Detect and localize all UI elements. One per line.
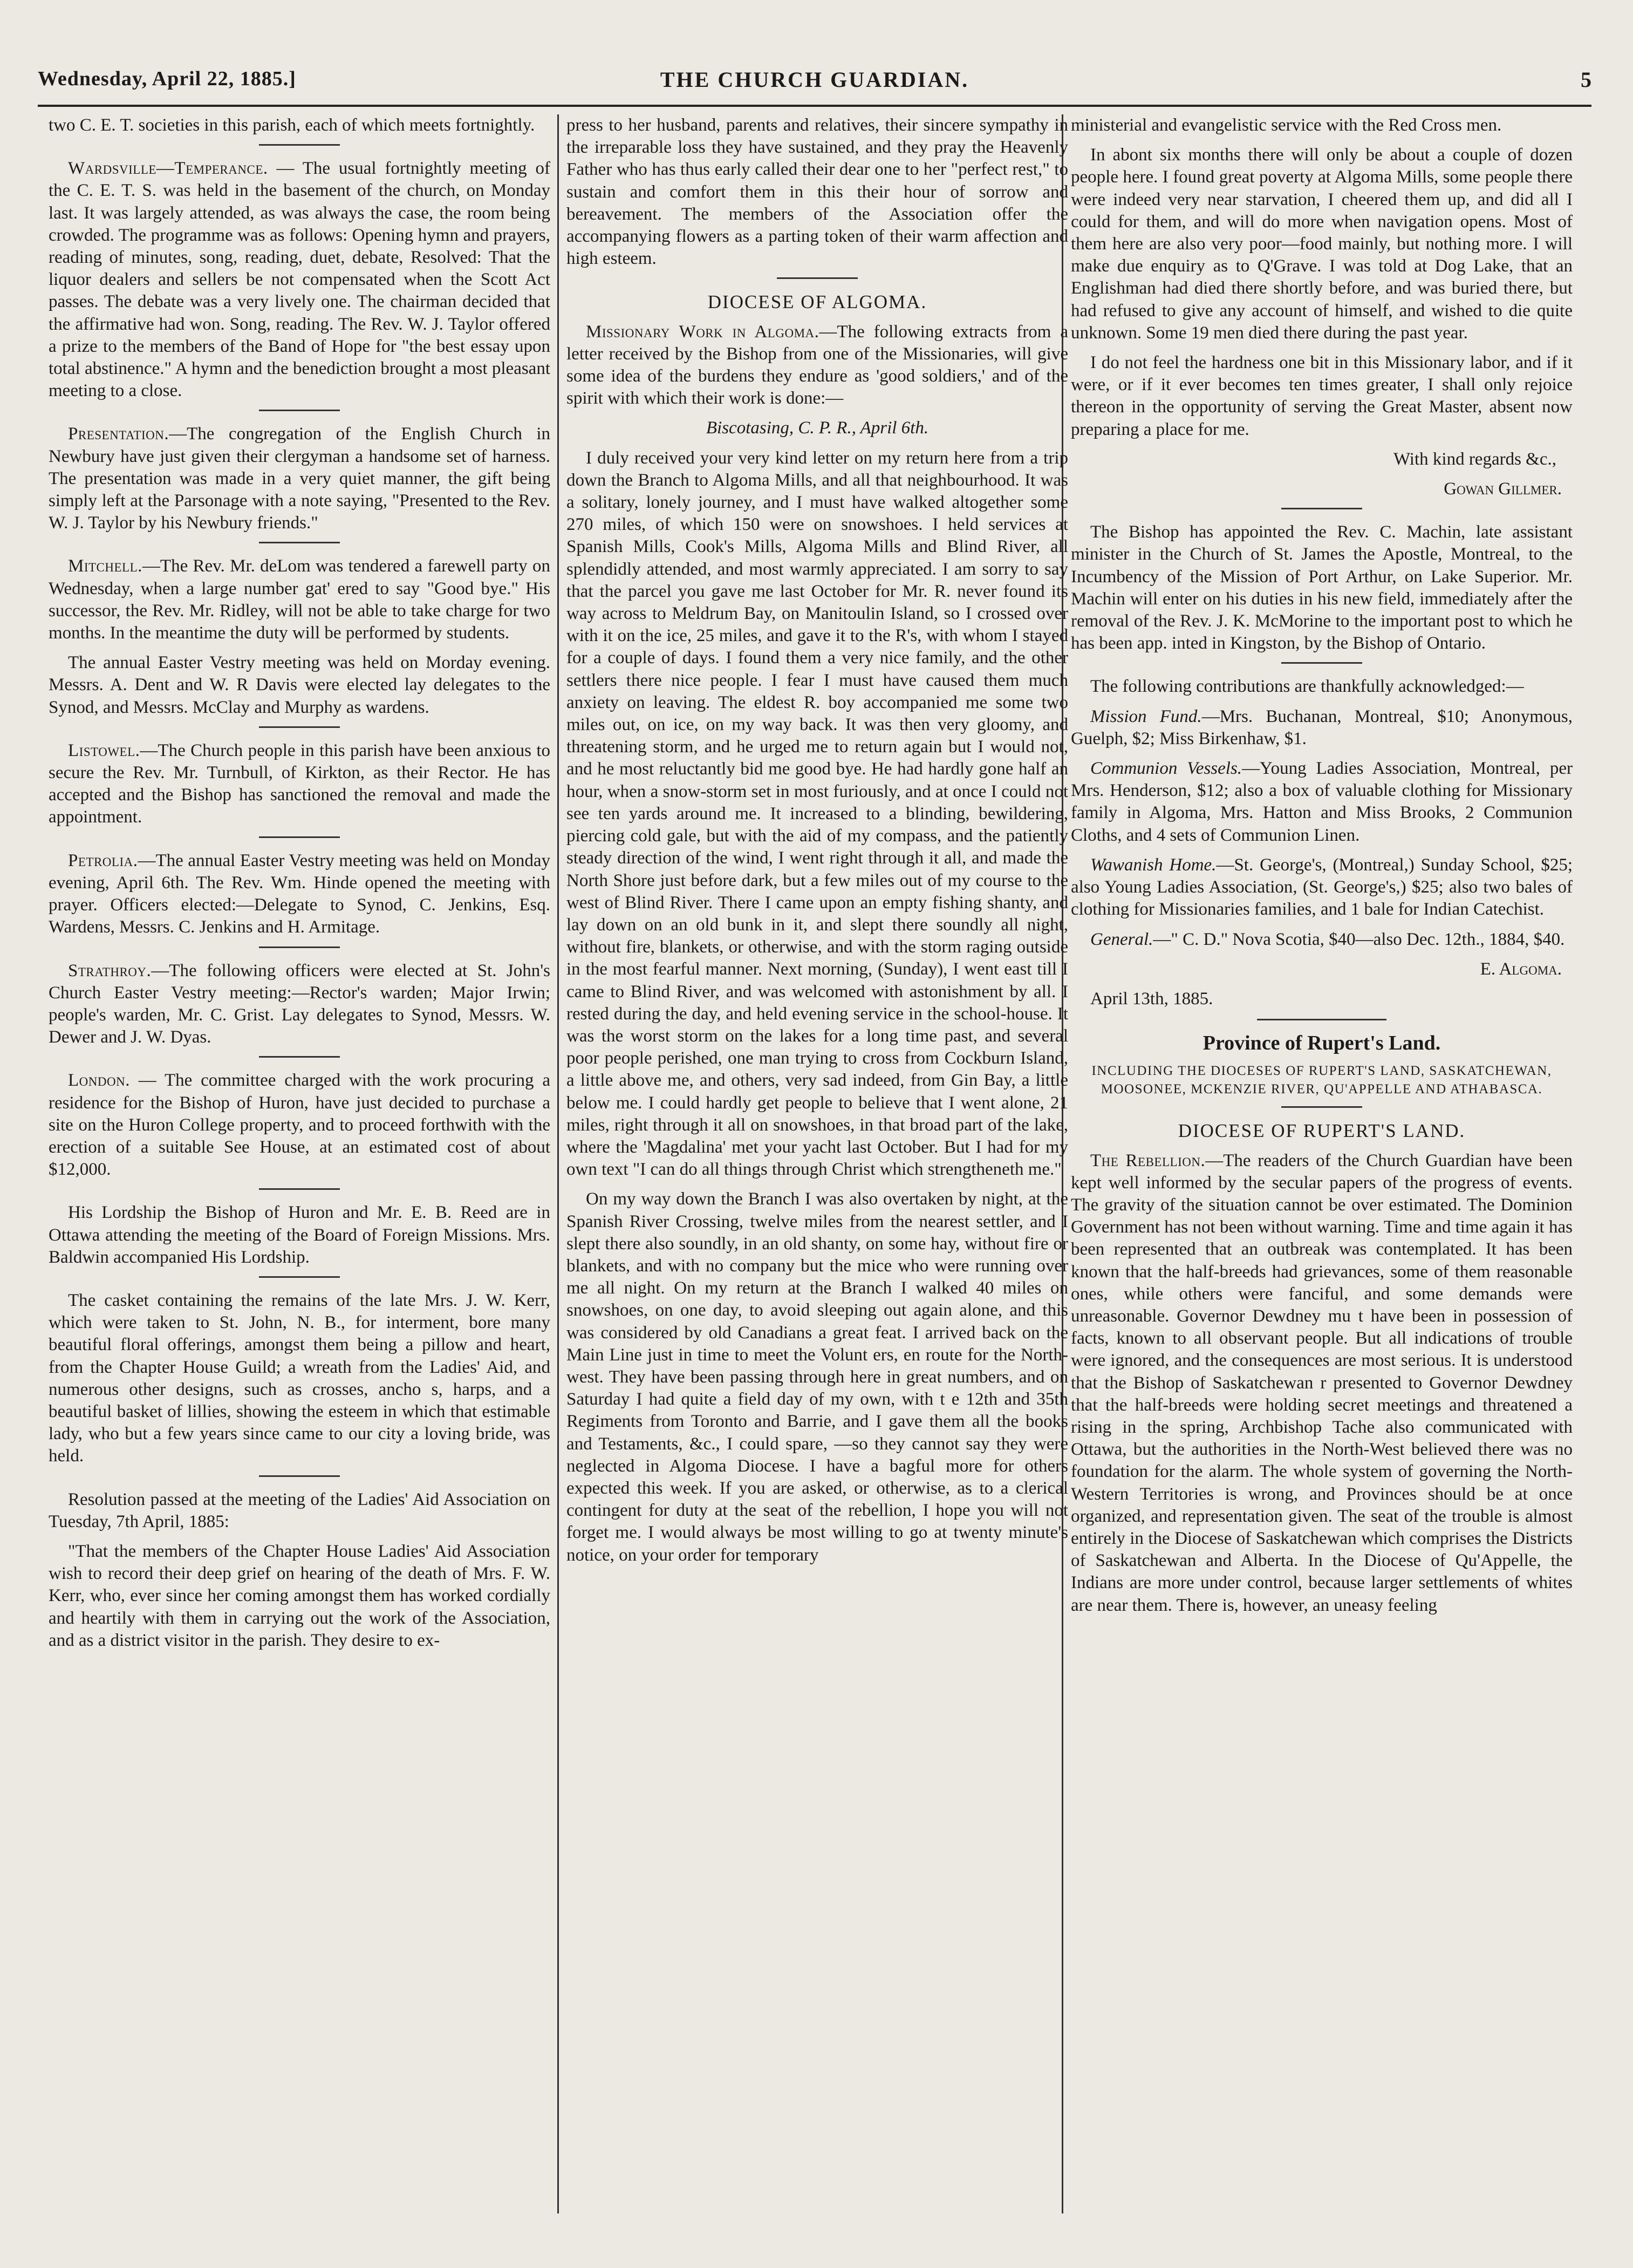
contributions-intro: The following contributions are thankfully acknowledged:— <box>1090 677 1524 697</box>
article-resolution-quote: "That the members of the Chapter House Ladies' Aid Association wish to record their deep grief on hearing of the death of Mrs. F. W. Kerr, who, ever since her coming amongst them has worked cordially and heartily with them in carrying out the work of the Association, and as a district visitor in the parish. They desire to ex- <box>49 1541 550 1650</box>
separator <box>259 726 340 728</box>
contribution-body: —Young Ladies Association, Montreal, per Mrs. Henderson, $12; also a box of valuable clothing for Missionary family in Algoma, Mrs. Hatton and Miss Brooks, 2 Communion Cloths, and 4 sets of Communion Linen. <box>1071 759 1573 845</box>
article-casket: The casket containing the remains of the late Mrs. J. W. Kerr, which were taken to St. John, N. B., for interment, bore many beautiful floral offerings, amongst them being a pillow and heart, from the Chapter House Guild; a wreath from the Ladies' Aid, and numerous other designs, such as crosses, ancho s, harps, and a beautiful basket of lillies, showing the esteem in which that estimable lady, who but a few years since came to our city a loving bride, was held. <box>49 1290 550 1466</box>
section-heading: DIOCESE OF ALGOMA. <box>707 291 927 313</box>
article-body: —The congregation of the English Church in Newbury have just given their clergyman a handsome set of harness. The presentation was made in a very quiet manner, the gift being simply left at the Parsonage with a note saying, "Presented to the Rev. W. J. Taylor by his Newbury friends." <box>49 424 550 533</box>
separator <box>259 144 340 146</box>
contribution-communion <box>1071 758 1573 847</box>
separator <box>259 1475 340 1477</box>
article-body: — The committee charged with the work procuring a residence for the Bishop of Huron, have just decided to purchase a site on the Huron College property, and to proceed forthwith with the erection of a suitable See House, at an estimated cost of about $12,000. <box>49 1071 550 1180</box>
masthead-rule <box>38 105 1591 107</box>
article-missionary <box>566 321 1068 410</box>
separator <box>259 542 340 543</box>
contribution-body: —" C. D." Nova Scotia, $40—also Dec. 12th., 1884, $40. <box>1153 929 1565 949</box>
article-lead: Listowel. <box>68 740 140 760</box>
article-body: —The annual Easter Vestry meeting was held on Monday evening, April 6th. The Rev. Wm. Hinde opened the meeting with prayer. Officers elected:—Delegate to Synod, C. Jenkins, Esq. Wardens, Messrs. C. Jenkins and H. Armitage. <box>49 850 550 937</box>
letter-paragraph: I duly received your very kind letter on my return here from a trip down the Branch to Algoma Mills, and all that neighbourhood. It was a solitary, lonely journey, and I must have walked altogether some 270 miles, of which 150 were on snowshoes. I held services at Spanish Mills, Cook's Mills, Algoma Mills and Blind River, all splendidly attended, and most warmly appreciated. I am sorry to say that the parcel you gave me last October for Mr. R. never found its way across to Meldrum Bay, on Manitoulin Island, so I crossed over with it on the ice, 25 miles, and gave it to the R's, with whom I stayed for a couple of days. I found them a very nice family, and the other settlers there nice people. I fear I must have caused them much anxiety on leaving. The eldest R. boy accompanied me some two miles out, on ice, on my way back. It was then very gloomy, and threatening storm, and he urged me to return again but I would not, and he most reluctantly bid me good bye. He had hardly gone half an hour, when a snow-storm set in most furiously, and at once I could not see ten yards around me. It increased to a blinding, bewildering, piercing cold gale, but with the aid of my compass, and the patiently steady direction of the wind, I went right through it all, and made the North Shore just before dark, but a few miles out of my course to the west of Blind River. There I came upon an empty fishing shanty, and lay down on an old bunk in it, and slept there soundly all night, without fire, blankets, or otherwise, and with the storm raging outside in the most fearful manner. Next morning, (Sunday), I went east till I came to Blind River, and was welcomed with astonishment by all. I rested during the day, and held evening service in the school-house. It was the worst storm on the lakes for a long time past, and several poor people perished, one man trying to cross from Cockburn Island, a little above me, and others, very sad indeed, from Gin Bay, a little below me. I could hardly get people to believe that I went alone, 21 miles, right through it all on snowshoes, in that broad part of the lake, where the 'Magdalina' met your yacht last October. But I had for my own text "I can do all things through Christ which strengtheneth me." <box>566 448 1068 1180</box>
letter-continuation: ministerial and evangelistic service with the Red Cross men. <box>1071 115 1502 135</box>
article-london <box>49 1070 550 1181</box>
article-body: —The following extracts from a letter received by the Bishop from one of the Missionaries, will give some idea of the burdens they endure as 'good soldiers,' and of the spirit with which their work is done:— <box>566 322 1068 408</box>
article-body: —The readers of the Church Guardian have been kept well informed by the secular papers of the progress of events. The gravity of the situation cannot be over estimated. The Dominion Government has not been without warning. Time and time again it has been represented that an outbreak was contemplated. It has been known that the half-breeds had grievances, some of them reasonable ones, while others were fanciful, and some demands were unreasonable. Governor Dewdney mu t have been in possession of facts, known to all observant people. But all indications of trouble were ignored, and the consequences are most serious. It is understood that the Bishop of Saskatchewan r presented to Governor Dewdney that the half-breeds were holding secret meetings and threatened a rising in the spring, Archbishop Tache also communicated with Ottawa, but the authorities in the North-West believed there was no foundation for the alarm. The whole system of governing the North-Western Territories is wrong, and Provinces should be at once organized, and representation given. The seat of the trouble is almost entirely in the Diocese of Saskatchewan which comprises the Districts of Saskatchewan and Alberta. In the Diocese of Qu'Appelle, the Indians are more under control, because larger settlements of whites are near them. There is, however, an uneasy feeling <box>1071 1150 1573 1615</box>
column-1 <box>49 114 550 2219</box>
article-strathroy <box>49 960 550 1049</box>
article-continuation: press to her husband, parents and relatives, their sincere sympathy in the irreparable loss they have sustained, and they pray the Heavenly Father who has thus early called their dear one to her "perfect rest," to sustain and comfort them in this their hour of sorrow and bereavement. The members of the Association offer the accompanying flowers as a parting token of their warm affection and high esteem. <box>566 115 1068 269</box>
article-appointment: The Bishop has appointed the Rev. C. Machin, late assistant minister in the Church of St. James the Apostle, Montreal, to the Incumbency of the Mission of Port Arthur, on Lake Superior. Mr. Machin will enter on his duties in his new field, immediately after the removal of the Rev. J. K. McMorine to the important post to which he has been app. inted in Kingston, by the Bishop of Ontario. <box>1071 522 1573 653</box>
separator <box>259 1056 340 1058</box>
article-lead: Presentation. <box>68 424 169 444</box>
article-body: —The Rev. Mr. deLom was tendered a farewell party on Wednesday, when a large number gat' ered to say "Good bye." His successor, the Rev. Mr. Ridley, will not be able to take charge for two months. In the meantime the duty will be performed by students. <box>49 556 550 643</box>
article-lead: Missionary Work in Algoma. <box>586 322 819 342</box>
separator <box>777 277 858 279</box>
article-lead: London. <box>68 1071 130 1091</box>
province-heading: Province of Rupert's Land. <box>1202 1032 1441 1055</box>
contribution-lead: Wawanish Home. <box>1090 855 1217 875</box>
letter-paragraph: On my way down the Branch I was also overtaken by night, at the Spanish River Crossing, twelve miles from the nearest settler, and I slept there also soundly, in an old shanty, on some hay, without fire or blankets, and with no company but the mice who were running over me all night. On my return at the Branch I walked 40 miles on snowshoes, on one day, to avoid sleeping out again alone, and this was considered by old Canadians a great feat. I arrived back on the Main Line just in time to meet the Volunt ers, en route for the North-west. They have been passing through here in great numbers, and on Saturday I had quite a field day of my own, with t e 12th and 35th Regiments from Toronto and Barrie, and I gave them all the books and Testaments, &c., I could spare, —so they cannot say they were neglected in Algoma Diocese. I have a bagful more for others expected this week. If you are asked, or otherwise, as to a clerical contingent for duty at the seat of the rebellion, I hope you will not forget me. I would always be most willing to go at twenty minute's notice, on your order for temporary <box>566 1189 1068 1565</box>
separator <box>1281 1106 1362 1108</box>
article-mitchell-vestry: The annual Easter Vestry meeting was held on Morday evening. Messrs. A. Dent and W. R Davis were elected lay delegates to the Synod, and Messrs. McClay and Murphy as wardens. <box>49 653 550 717</box>
article-lead: Wardsville—Temperance. <box>68 159 268 179</box>
separator <box>259 410 340 411</box>
separator <box>259 946 340 948</box>
article-presentation <box>49 423 550 534</box>
contributions-signature: E. Algoma. <box>1480 959 1562 979</box>
article-petrolia <box>49 850 550 939</box>
article-listowel <box>49 740 550 829</box>
article-lead: The Rebellion. <box>1090 1150 1206 1170</box>
separator <box>1281 508 1362 509</box>
contribution-mission-fund <box>1071 706 1573 750</box>
letter-paragraph: In abont six months there will only be about a couple of dozen people here. I found great poverty at Algoma Mills, some people there were indeed very near starvation, I cheered them up, and did all I could for them, and will do more when navigation opens. Most of them here are also very poor—food mainly, but nothing more. I will make due enquiry as to Q'Grave. I was told at Dog Lake, that an Englishman had died there shortly before, and was buried there, but had refused to give any account of himself, and wished to die quite unknown. Some 19 men died there during the past year. <box>1071 145 1573 343</box>
column-3 <box>1071 114 1573 2219</box>
letter-dateline: Biscotasing, C. P. R., April 6th. <box>706 418 929 438</box>
contribution-body: —St. George's, (Montreal,) Sunday School, $25; also Young Ladies Association, (St. George's,) $25; also two bales of clothing for Missionaries families, and 1 bale for Indian Catechist. <box>1071 855 1573 920</box>
article-mitchell <box>49 555 550 644</box>
contribution-lead: Communion Vessels. <box>1090 759 1242 779</box>
contribution-lead: Mission Fund. <box>1090 706 1202 726</box>
contribution-body: —Mrs. Buchanan, Montreal, $10; Anonymous, Guelph, $2; Miss Birkenhaw, $1. <box>1071 706 1573 748</box>
article-resolution: Resolution passed at the meeting of the Ladies' Aid Association on Tuesday, 7th April, 1885: <box>49 1489 550 1531</box>
article-lead: Mitchell. <box>68 556 142 576</box>
contributions-date: April 13th, 1885. <box>1090 989 1213 1009</box>
diocese-heading: DIOCESE OF RUPERT'S LAND. <box>1178 1120 1466 1142</box>
contribution-lead: General. <box>1090 929 1153 949</box>
article-rebellion <box>1071 1150 1573 1617</box>
separator <box>259 1276 340 1278</box>
article-body: — The usual fortnightly meeting of the C. E. T. S. was held in the basement of the church, on Monday last. It was largely attended, as was always the case, the room being crowded. The programme was as follows: Opening hymn and prayers, reading of minutes, song, reading, duet, debate, Resolved: That the liquor dealers and sellers be not compensated when the Scott Act passes. The debate was a very lively one. The chairman decided that the affirmative had won. Song, reading. The Rev. W. J. Taylor offered a prize to the members of the Band of Hope for "the best essay upon total abstinence." A hymn and the benediction brought a most pleasant meeting to a close. <box>49 159 550 401</box>
contribution-general <box>1071 929 1573 951</box>
masthead <box>38 65 1591 107</box>
article-wardsville <box>49 158 550 402</box>
letter-paragraph: I do not feel the hardness one bit in this Missionary labor, and if it were, or if it ever becomes ten times greater, I shall only rejoice thereon in the opportunity of serving the Great Master, absent now preparing a place for me. <box>1071 353 1573 439</box>
article-body: —The following officers were elected at St. John's Church Easter Vestry meeting:—Rector's warden; Major Irwin; people's warden, Mr. C. Grist. Lay delegates to Synod, Messrs. W. Dewer and J. W. Dyas. <box>49 961 550 1047</box>
article-body: —The Church people in this parish have been anxious to secure the Rev. Mr. Turnbull, of Kirkton, as their Rector. He has accepted and the Bishop has sanctioned the removal and made the appointment. <box>49 740 550 827</box>
letter-closing: With kind regards &c., <box>1393 449 1556 469</box>
contribution-wawanish <box>1071 854 1573 921</box>
letter-signature: Gowan Gillmer. <box>1444 479 1562 499</box>
article-huron: His Lordship the Bishop of Huron and Mr. E. B. Reed are in Ottawa attending the meeting of the Board of Foreign Missions. Mrs. Baldwin accompanied His Lordship. <box>49 1203 550 1267</box>
separator <box>259 836 340 838</box>
separator <box>1257 1019 1386 1020</box>
separator <box>1281 662 1362 664</box>
article-lead: Petrolia. <box>68 850 138 870</box>
province-subheading: INCLUDING THE DIOCESES OF RUPERT'S LAND, SASKATCHEWAN, MOOSONEE, MCKENZIE RIVER, QU'APPELLE AND ATHABASCA. <box>1091 1064 1552 1097</box>
article-lead: Strathroy. <box>68 961 152 980</box>
newspaper-title: THE CHURCH GUARDIAN. <box>660 67 969 92</box>
separator <box>259 1188 340 1190</box>
column-divider <box>557 114 559 2213</box>
page-number: 5 <box>1581 67 1591 92</box>
issue-date: Wednesday, April 22, 1885.] <box>38 67 296 90</box>
article-continuation: two C. E. T. societies in this parish, each of which meets fortnightly. <box>49 115 535 135</box>
column-2 <box>566 114 1068 2219</box>
